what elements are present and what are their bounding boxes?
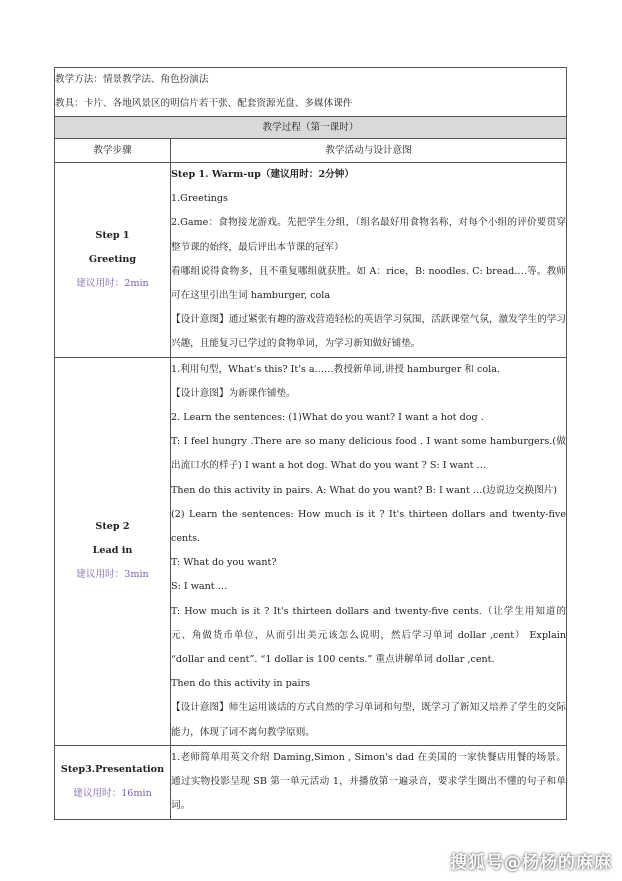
design-intent: 【设计意图】师生运用谈话的方式自然的学习单词和句型，既学习了新知又培养了学生的交际能力，体现了词不离句教学原则。 xyxy=(171,702,566,738)
step-content-cell xyxy=(171,745,567,819)
content-line: 1.老师简单用英文介绍 Daming,Simon , Simon's dad 在美国的一家快餐店用餐的场景。通过实物投影呈现 SB 第一单元活动 1，并播放第一遍录音，要求学生圈出不懂的句子和单词。 xyxy=(171,751,566,812)
content-line: T: How much is it ? It's thirteen dollars and twenty-five cents.（让学生用知道的元、角做货币单位，从而引出美元该怎么说明，然后学习单词 dollar ,cent） Explain “dollar and cent”. “1 dollar is 100 cents.” 重点讲解单词 dollar ,cent. xyxy=(171,605,566,666)
step-label-cell xyxy=(55,745,171,819)
step-row xyxy=(55,163,567,358)
content-line: 1.Greetings xyxy=(171,193,228,205)
step-content-cell xyxy=(171,163,567,358)
column-header-activities: 教学活动与设计意图 xyxy=(171,139,567,163)
design-intent: 【设计意图】通过紧张有趣的游戏营造轻松的英语学习氛围，活跃课堂气氛，激发学生的学习兴趣，且能复习已学过的食物单词，为学习新知做好铺垫。 xyxy=(171,314,566,350)
teaching-method: 教学方法：情景教学法、角色扮演法 xyxy=(55,74,209,85)
step-content-cell xyxy=(171,357,567,745)
step-label-cell xyxy=(55,357,171,745)
step-subtitle: Greeting xyxy=(88,253,137,265)
intro-cell xyxy=(55,68,567,117)
lesson-plan-table xyxy=(54,67,567,820)
content-line: 1.利用句型，What's this? It's a……教授新单词,讲授 hamburger 和 cola. xyxy=(171,363,500,375)
step-label-cell xyxy=(55,163,171,358)
content-line: Then do this activity in pairs. A: What do you want? B: I want …(边说边交换图片) xyxy=(171,484,558,496)
source-watermark: 搜狐号@杨杨的麻麻 xyxy=(450,853,612,873)
process-title: 教学过程（第一课时） xyxy=(55,117,567,139)
step-time: 建议用时：16min xyxy=(73,788,152,800)
process-title-row xyxy=(55,117,567,139)
step-name: Step 2 xyxy=(95,521,130,533)
step-name: Step3.Presentation xyxy=(60,764,165,776)
content-line: 2.Game：食物接龙游戏。先把学生分组，（组名最好用食物名称，对每个小组的评价要贯穿整节课的始终，最后评出本节课的冠军） xyxy=(171,217,566,253)
content-line: S: I want … xyxy=(171,581,228,593)
column-header-row xyxy=(55,139,567,163)
design-intent: 【设计意图】为新课作铺垫。 xyxy=(171,387,296,399)
step-heading: Step 1. Warm-up（建议用时：2分钟） xyxy=(171,169,354,180)
content-line: (2) Learn the sentences: How much is it ? It's thirteen dollars and twenty-five cents. xyxy=(171,508,566,545)
content-line: Then do this activity in pairs xyxy=(171,678,311,690)
intro-row xyxy=(55,68,567,117)
lesson-plan-page xyxy=(54,67,566,820)
content-line: T: I feel hungry .There are so many delicious food . I want some hamburgers.(做出流口水的样子) I want a hot dog. What do you want ? S: I want … xyxy=(171,436,566,472)
content-line: 2. Learn the sentences: (1)What do you want? I want a hot dog . xyxy=(171,412,484,424)
step-time: 建议用时：3min xyxy=(76,569,149,581)
step-name: Step 1 xyxy=(95,229,130,241)
content-line: 看哪组说得食物多，且不重复哪组就获胜。如 A：rice，B: noodles. C: bread….等。教师可在这里引出生词 hamburger, cola xyxy=(171,265,566,302)
content-line: T: What do you want? xyxy=(171,557,277,569)
column-header-steps: 教学步骤 xyxy=(55,139,171,163)
step-row xyxy=(55,745,567,819)
teaching-tools: 教具：卡片、各地风景区的明信片若干张、配套资源光盘、多媒体课件 xyxy=(55,98,353,109)
step-row xyxy=(55,357,567,745)
step-time: 建议用时：2min xyxy=(76,277,149,289)
step-subtitle: Lead in xyxy=(92,545,133,557)
